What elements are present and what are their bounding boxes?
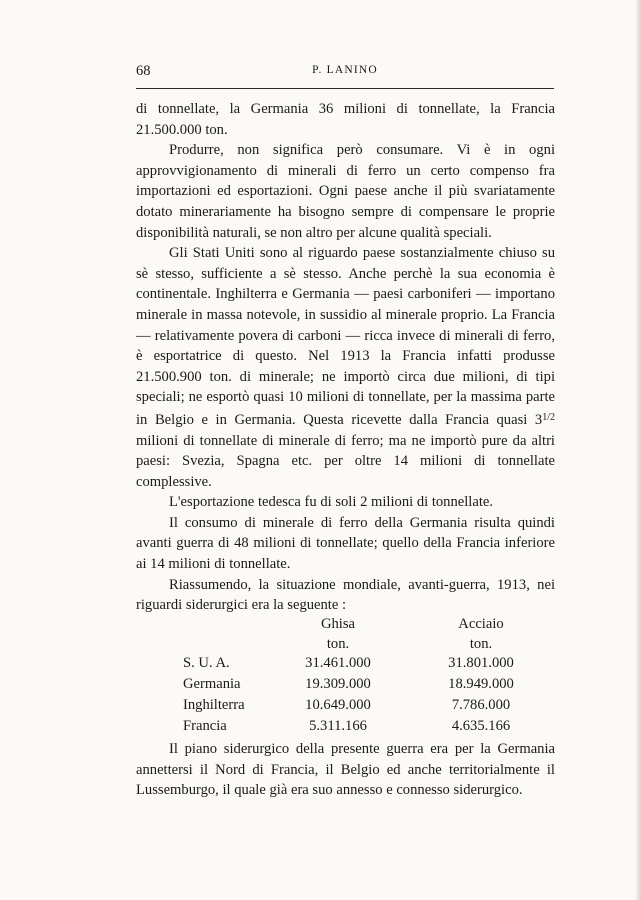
page-header — [136, 63, 554, 83]
paragraph: Riassumendo, la situazione mondiale, avanti-guerra, 1913, nei riguardi siderurgici era la seguente : — [136, 576, 555, 614]
acciaio-cell: 4.635.166 — [451, 718, 511, 734]
acciaio-cell: 18.949.000 — [448, 676, 514, 692]
table-row — [136, 695, 555, 716]
paragraph: L'esportazione tedesca fu di soli 2 milioni di tonnellate. — [169, 494, 494, 511]
header-rule — [136, 88, 554, 89]
ghisa-cell: 31.461.000 — [305, 655, 371, 671]
paragraph-text: milioni di tonnellate di minerale di ferro; ma ne importò pure da altri paesi: Svezia, Spagna etc. per oltre 14 milioni di tonnellate complessive. — [136, 432, 555, 490]
paragraph: Produrre, non significa però consumare. Vi è in ogni approvvigionamento di minerali di ferro un certo compenso fra importazioni ed esportazioni. Ogni paese anche il più svariatamente dotato minerariamente ha bisogno sempre di compensare le proprie disponibilità naturali, se non altro per alcune qualità speciali. — [136, 142, 555, 241]
paragraph-text: Gli Stati Uniti sono al riguardo paese sostanzialmente chiuso su sè stesso, sufficiente a sè stesso. Anche perchè la sua economia è continentale. Inghilterra e Germania — paesi carboniferi — importano minerale in massa notevole, in sussidio al minerale proprio. La Francia — relativamente povera di carboni — ricca invece di minerali di ferro, è esportatrice di questo. Nel 1913 la Francia infatti produsse 21.500.900 ton. di minerale; ne importò circa due milioni, di tipi speciali; ne esportò quasi 10 milioni di tonnellate, per la massima parte in Belgio e in Germania. Questa ricevette dalla Francia quasi 3 — [136, 245, 555, 428]
page-edge-shadow — [635, 0, 641, 900]
country-cell: S. U. A. — [183, 655, 230, 671]
column-header-unit: ton. — [326, 636, 350, 652]
page-number: 68 — [136, 63, 151, 79]
paragraph: Il consumo di minerale di ferro della Germania risulta quindi avanti guerra di 48 milioni di tonnellate; quello della Francia inferiore ai 14 milioni di tonnellate. — [136, 514, 555, 573]
acciaio-cell: 31.801.000 — [448, 655, 514, 671]
country-cell: Inghilterra — [183, 697, 245, 713]
ghisa-cell: 10.649.000 — [305, 697, 371, 713]
ghisa-cell: 5.311.166 — [309, 718, 367, 734]
paragraph: di tonnellate, la Germania 36 milioni di tonnellate, la Francia 21.500.000 ton. — [136, 101, 555, 138]
table-row — [136, 716, 555, 737]
column-header-acciaio — [433, 614, 529, 654]
country-cell: Francia — [183, 718, 227, 734]
acciaio-cell: 7.786.000 — [451, 697, 511, 713]
paragraph — [136, 243, 555, 492]
fraction: 1/2 — [542, 411, 555, 423]
country-cell: Germania — [183, 676, 241, 692]
ghisa-cell: 19.309.000 — [305, 676, 371, 692]
column-header-label: Acciaio — [458, 616, 504, 632]
paragraph: Il piano siderurgico della presente guerra era per la Germania annettersi il Nord di Francia, il Belgio ed anche territorialmente il Lussemburgo, il quale già era suo annesso e connesso siderurgico. — [136, 741, 555, 799]
column-header-unit: ton. — [469, 636, 493, 652]
column-header-label: Ghisa — [320, 616, 356, 632]
table-row — [136, 653, 555, 674]
table-row — [136, 674, 555, 695]
body-text — [136, 99, 555, 616]
column-header-ghisa — [294, 614, 382, 654]
closing-text — [136, 739, 555, 801]
running-title: P. LANINO — [312, 64, 378, 76]
